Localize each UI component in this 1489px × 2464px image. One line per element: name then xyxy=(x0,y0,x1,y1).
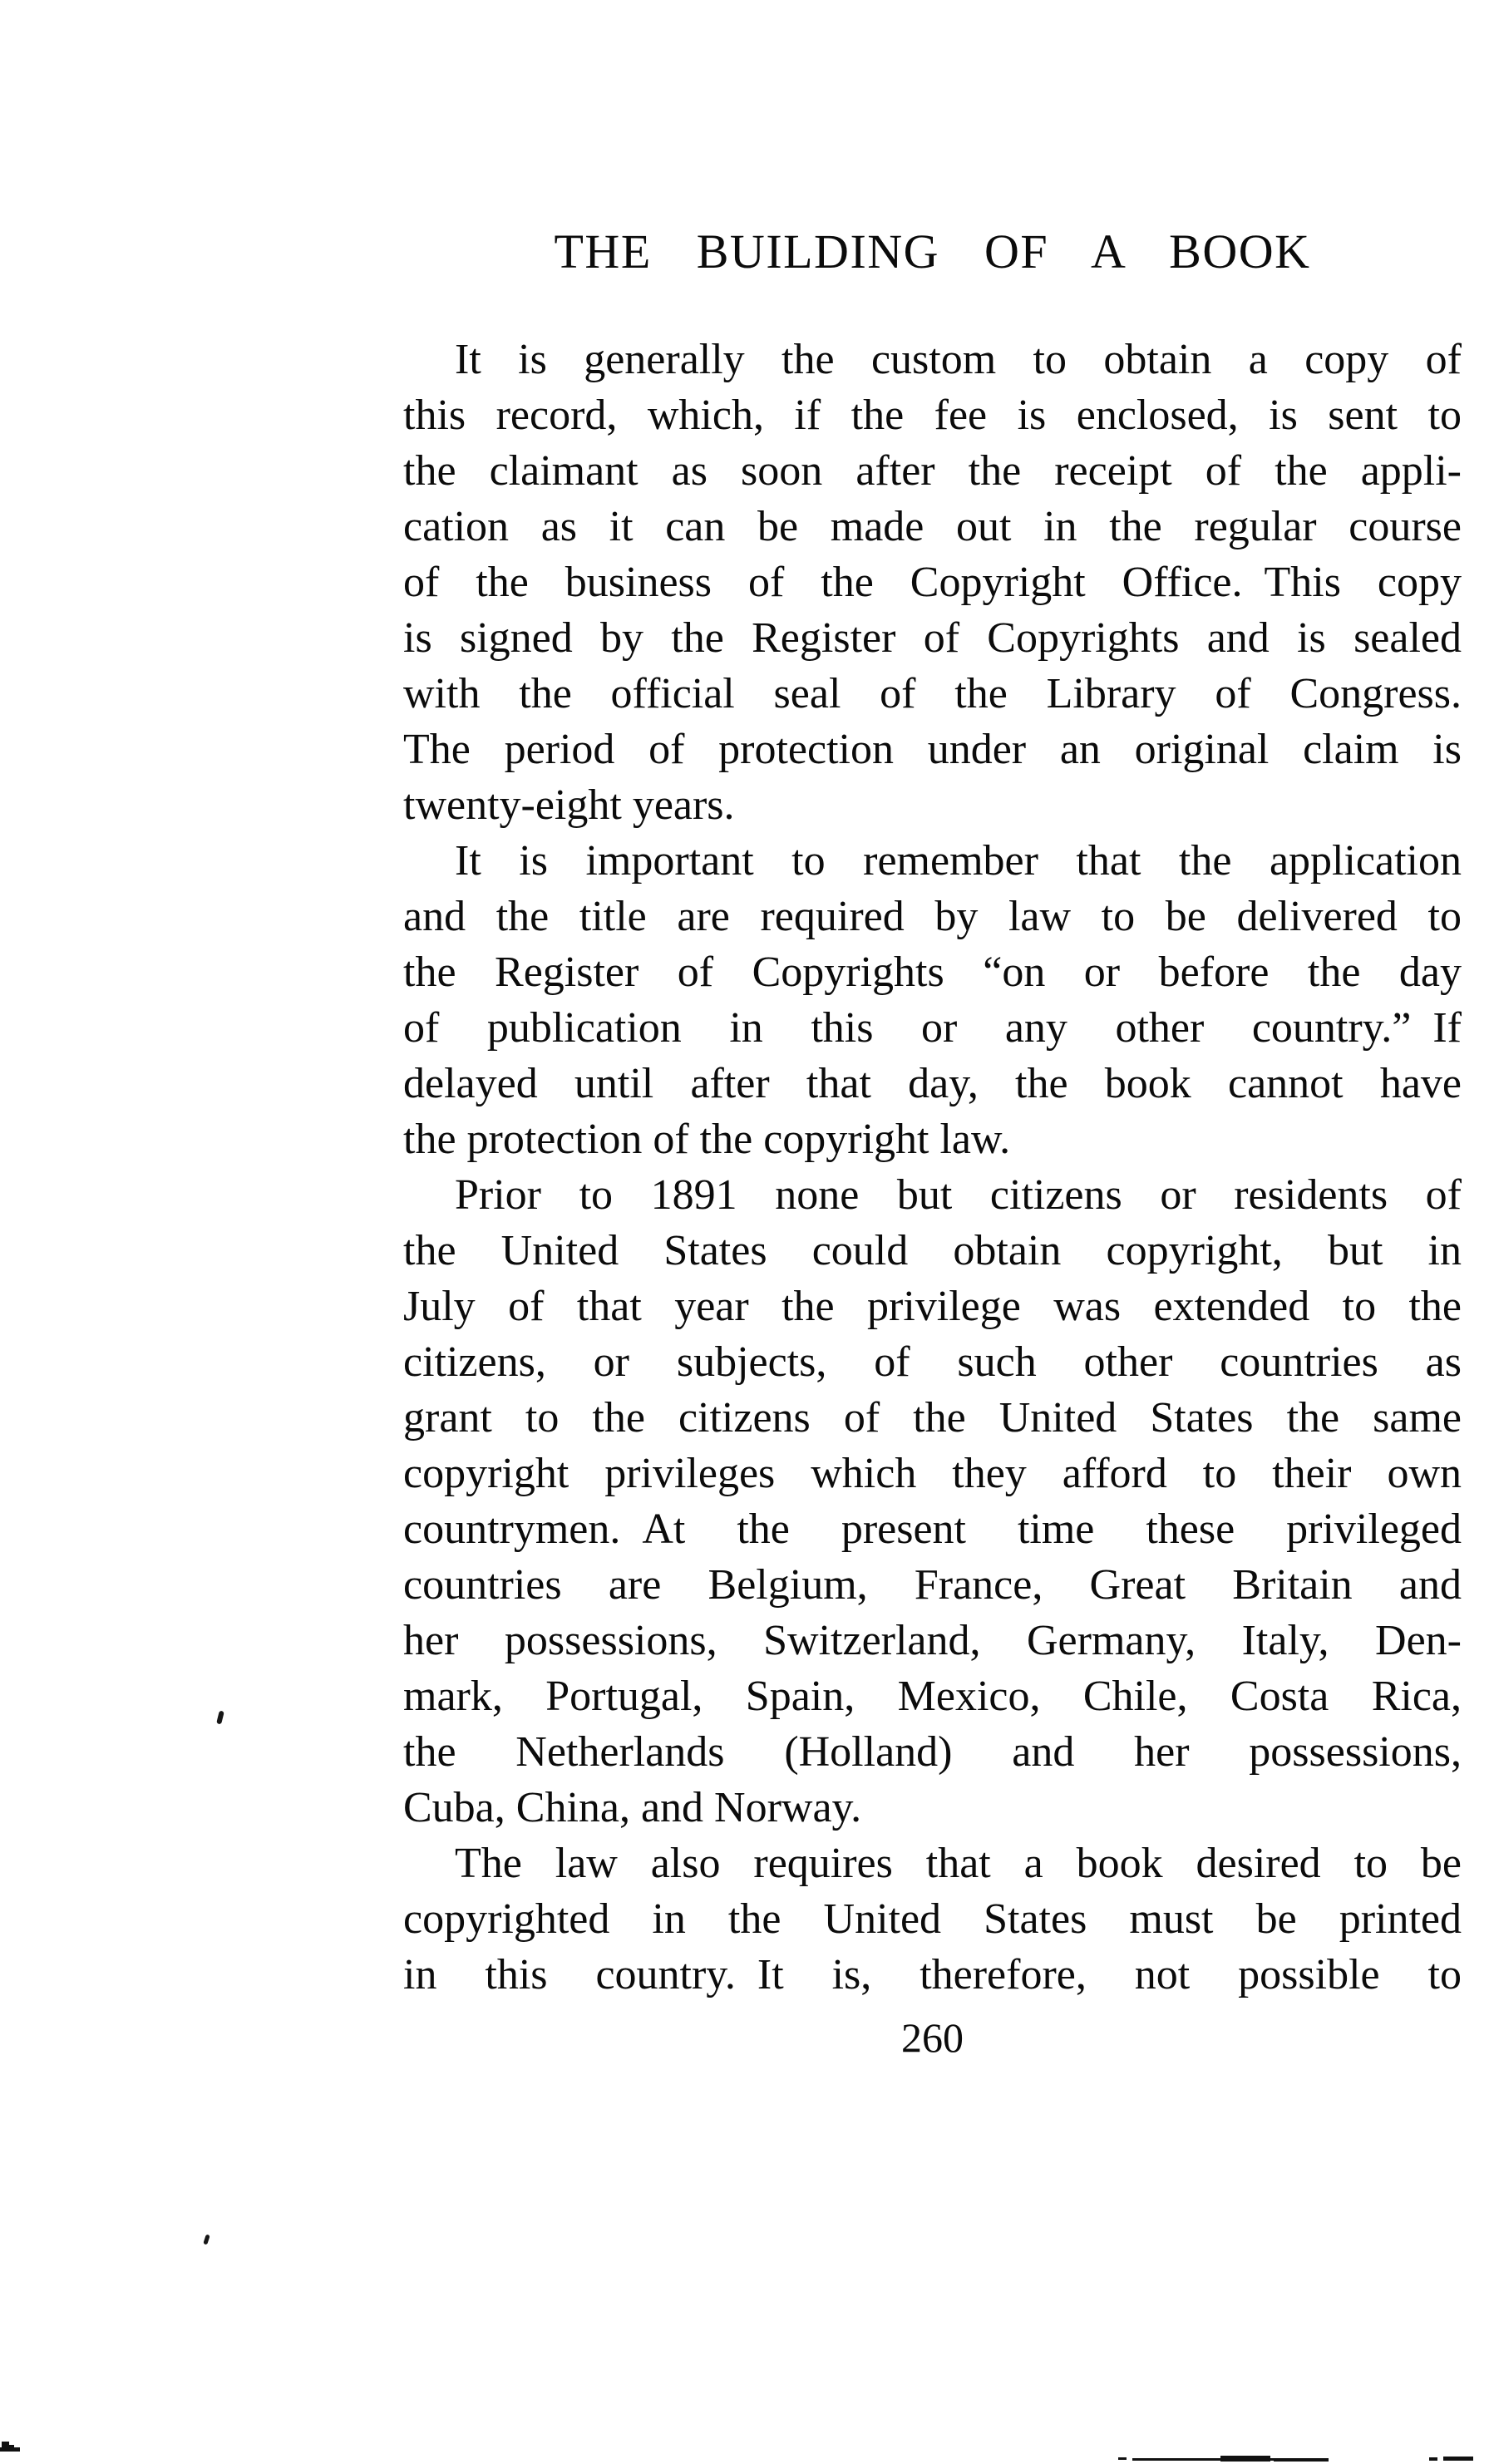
text-line: the protection of the copyright law. xyxy=(403,1116,1011,1163)
text-line: twenty-eight years. xyxy=(403,781,735,829)
text-line: the Register of Copyrights “on or before the day xyxy=(403,949,1462,996)
text-line: is signed by the Register of Copyrights and is sealed xyxy=(403,614,1462,662)
text-line: in this country. It is, therefore, not possible to xyxy=(403,1951,1462,1998)
text-block xyxy=(403,332,1462,2003)
text-line: and the title are required by law to be delivered to xyxy=(403,893,1462,940)
text-line: the Netherlands (Holland) and her possessions, xyxy=(403,1728,1462,1776)
text-line: of publication in this or any other country.” If xyxy=(403,1004,1462,1052)
scan-speck-upper xyxy=(216,1711,224,1725)
text-line: of the business of the Copyright Office. This copy xyxy=(403,559,1462,606)
text-line: citizens, or subjects, of such other countries as xyxy=(403,1338,1462,1386)
page-number: 260 xyxy=(901,2014,964,2061)
scan-rule-fragment xyxy=(1118,2457,1127,2460)
text-line: this record, which, if the fee is enclosed, is sent to xyxy=(403,392,1462,439)
scan-speck-lower xyxy=(203,2235,210,2245)
text-line: her possessions, Switzerland, Germany, Italy, Den- xyxy=(403,1617,1462,1664)
text-line: The law also requires that a book desired to be xyxy=(455,1840,1462,1887)
text-line: the United States could obtain copyright, but in xyxy=(403,1227,1462,1274)
text-line: countrymen. At the present time these privileged xyxy=(403,1506,1462,1553)
text-line: mark, Portugal, Spain, Mexico, Chile, Costa Rica, xyxy=(403,1673,1462,1720)
text-line: Cuba, China, and Norway. xyxy=(403,1784,862,1831)
text-line: with the official seal of the Library of Congress. xyxy=(403,670,1462,717)
scan-rule-fragment xyxy=(1220,2456,1270,2462)
text-line: It is important to remember that the application xyxy=(455,837,1462,885)
text-line: grant to the citizens of the United States the same xyxy=(403,1394,1462,1441)
text-line: It is generally the custom to obtain a copy of xyxy=(455,336,1462,383)
text-line: Prior to 1891 none but citizens or residents of xyxy=(455,1171,1462,1219)
text-line: copyrighted in the United States must be printed xyxy=(403,1895,1462,1943)
text-line: July of that year the privilege was extended to the xyxy=(403,1283,1462,1330)
text-line: copyright privileges which they afford to their own xyxy=(403,1450,1462,1497)
scan-rule-fragment xyxy=(1274,2459,1329,2462)
text-line: The period of protection under an original claim is xyxy=(403,726,1462,773)
scan-rule-fragment xyxy=(1429,2457,1437,2461)
scan-smudge-corner xyxy=(0,2447,20,2452)
text-line: cation as it can be made out in the regular course xyxy=(403,503,1462,550)
text-line: delayed until after that day, the book cannot have xyxy=(403,1060,1462,1107)
text-line: the claimant as soon after the receipt of the appli- xyxy=(403,447,1462,495)
text-line: countries are Belgium, France, Great Britain and xyxy=(403,1561,1462,1609)
scan-rule-fragment xyxy=(1443,2457,1473,2461)
running-header: THE BUILDING OF A BOOK xyxy=(554,224,1311,278)
